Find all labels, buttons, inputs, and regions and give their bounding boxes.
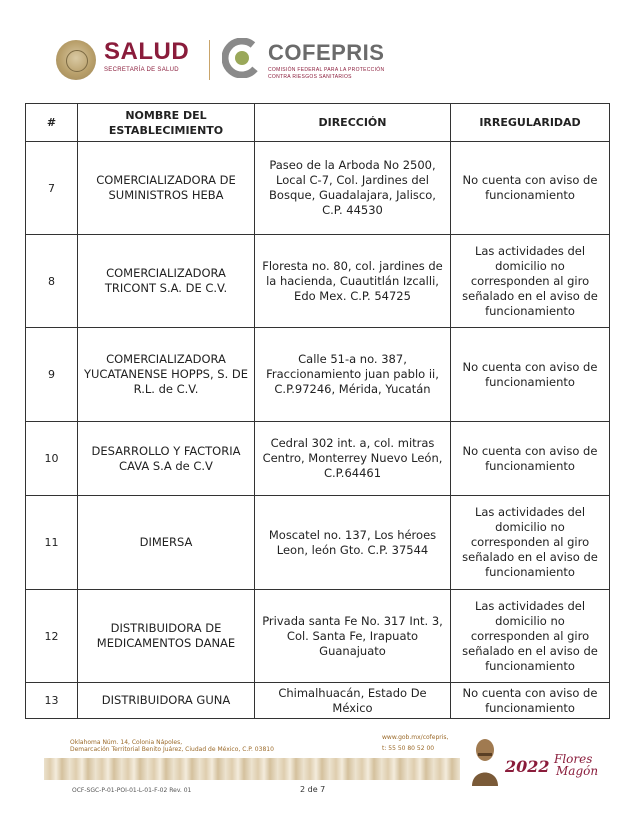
table-row — [26, 235, 610, 328]
row-number: 13 — [26, 683, 78, 719]
table-row — [26, 590, 610, 683]
row-irregularity: No cuenta con aviso de funcionamiento — [451, 422, 610, 496]
commemorative-year: 2022 — [505, 757, 550, 776]
row-address: Floresta no. 80, col. jardines de la hacienda, Cuautitlán Izcalli, Edo Mex. C.P. 54725 — [255, 235, 451, 328]
row-establishment-name: DISTRIBUIDORA DE MEDICAMENTOS DANAE — [78, 590, 255, 683]
page-header — [0, 30, 632, 90]
row-irregularity: No cuenta con aviso de funcionamiento — [451, 683, 610, 719]
header-establishment-name: NOMBRE DEL ESTABLECIMIENTO — [78, 104, 255, 142]
row-establishment-name: COMERCIALIZADORA TRICONT S.A. DE C.V. — [78, 235, 255, 328]
cofepris-subtitle-line2: CONTRA RIESGOS SANITARIOS — [268, 74, 352, 80]
header-number: # — [26, 104, 78, 142]
table-row — [26, 683, 610, 719]
footer-address-line1: Oklahoma Núm. 14, Colonia Nápoles, — [70, 739, 183, 746]
row-address: Privada santa Fe No. 317 Int. 3, Col. Santa Fe, Irapuato Guanajuato — [255, 590, 451, 683]
salud-logo-subtitle: SECRETARÍA DE SALUD — [104, 67, 179, 73]
salud-logo-title: SALUD — [104, 38, 190, 65]
table-row — [26, 328, 610, 422]
row-establishment-name: DESARROLLO Y FACTORIA CAVA S.A de C.V — [78, 422, 255, 496]
row-address: Chimalhuacán, Estado De México — [255, 683, 451, 719]
row-number: 11 — [26, 496, 78, 590]
cofepris-subtitle-line1: COMISIÓN FEDERAL PARA LA PROTECCIÓN — [268, 67, 385, 73]
logo-divider — [209, 40, 210, 80]
row-number: 9 — [26, 328, 78, 422]
page-number: 2 de 7 — [300, 785, 326, 794]
table-row — [26, 496, 610, 590]
row-number: 12 — [26, 590, 78, 683]
header-irregularity: IRREGULARIDAD — [451, 104, 610, 142]
row-irregularity: Las actividades del domicilio no corresponden al giro señalado en el aviso de funcionamiento — [451, 235, 610, 328]
cofepris-logo-title: COFEPRIS — [268, 40, 385, 65]
row-irregularity: Las actividades del domicilio no corresponden al giro señalado en el aviso de funcionamiento — [451, 590, 610, 683]
row-establishment-name: DISTRIBUIDORA GUNA — [78, 683, 255, 719]
row-establishment-name: COMERCIALIZADORA DE SUMINISTROS HEBA — [78, 142, 255, 235]
document-code: OCF-SGC-P-01-POI-01-L-01-F-02 Rev. 01 — [72, 787, 192, 794]
national-seal-icon — [56, 40, 96, 80]
row-number: 8 — [26, 235, 78, 328]
row-address: Calle 51-a no. 387, Fraccionamiento juan pablo ii, C.P.97246, Mérida, Yucatán — [255, 328, 451, 422]
cofepris-logo-icon — [222, 38, 262, 78]
footer-phone: t: 55 50 80 52 00 — [382, 745, 435, 752]
row-address: Moscatel no. 137, Los héroes Leon, león Gto. C.P. 37544 — [255, 496, 451, 590]
table-header-row — [26, 104, 610, 142]
row-address: Cedral 302 int. a, col. mitras Centro, Monterrey Nuevo León, C.P.64461 — [255, 422, 451, 496]
footer-website-link[interactable]: www.gob.mx/cofepris, — [382, 734, 449, 741]
row-address: Paseo de la Arboda No 2500, Local C-7, Col. Jardines del Bosque, Guadalajara, Jalisco, C.P. 44530 — [255, 142, 451, 235]
establishments-table — [25, 103, 610, 719]
table-row — [26, 422, 610, 496]
row-establishment-name: COMERCIALIZADORA YUCATANENSE HOPPS, S. DE R.L. de C.V. — [78, 328, 255, 422]
footer-address-line2: Demarcación Territorial Benito Juárez, Ciudad de México, C.P. 03810 — [70, 746, 274, 753]
row-number: 7 — [26, 142, 78, 235]
header-address: DIRECCIÓN — [255, 104, 451, 142]
commemorative-name-line1: Flores — [554, 752, 593, 766]
commemorative-name-line2: Magón — [556, 764, 599, 778]
portrait-icon — [468, 734, 502, 786]
table-row — [26, 142, 610, 235]
row-establishment-name: DIMERSA — [78, 496, 255, 590]
row-irregularity: Las actividades del domicilio no corresponden al giro señalado en el aviso de funcionamiento — [451, 496, 610, 590]
decorative-band — [44, 758, 460, 780]
row-number: 10 — [26, 422, 78, 496]
row-irregularity: No cuenta con aviso de funcionamiento — [451, 142, 610, 235]
row-irregularity: No cuenta con aviso de funcionamiento — [451, 328, 610, 422]
